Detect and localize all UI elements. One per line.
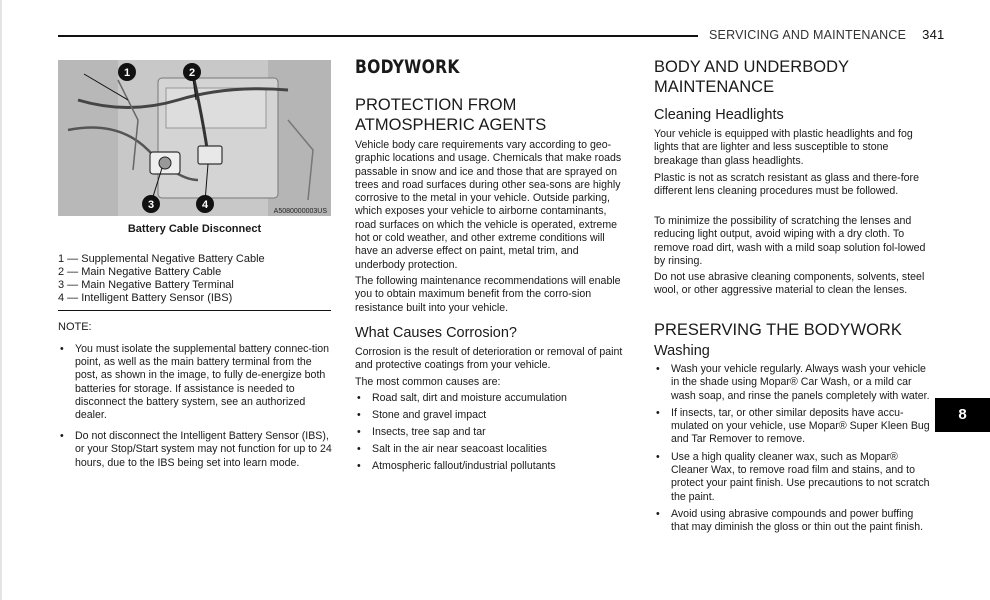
list-item: • Salt in the air near seacoast localities: [355, 443, 635, 456]
callout-4: [196, 195, 214, 213]
causes-list: [355, 392, 635, 477]
figure-legend: [58, 253, 338, 305]
heading-bodywork: BODYWORK: [355, 56, 460, 78]
paragraph: The most common causes are:: [355, 376, 501, 388]
list-item: • Stone and gravel impact: [355, 409, 635, 422]
running-header: [709, 27, 944, 42]
paragraph: Do not use abrasive cleaning components, solvents, steel wool, or other aggressive material to clean the lenses.: [654, 271, 925, 297]
heading-body-underbody: BODY AND UNDERBODY MAINTENANCE: [654, 58, 849, 96]
paragraph: Vehicle body care requirements vary according to geo-graphic locations and usage. Chemicals that make roads passable in snow and ice and those that are sprayed on trees and road surfaces during other sea-sons are highly corrosive to the metal in your vehicle. Outside parking, which exposes your vehicle to airborne contaminants, road surfaces on which the vehicle is operated, extreme hot or cold weather, and other extreme conditions will have an adverse effect on paint, metal trim, and underbody protection.: [355, 139, 622, 271]
page-edge: [0, 0, 2, 600]
battery-illustration: [58, 60, 331, 216]
paragraph: Your vehicle is equipped with plastic headlights and fog lights that are lighter and less susceptible to stone breakage than glass headlights.: [654, 128, 913, 167]
paragraph: The following maintenance recommendations will enable you to obtain maximum benefit from the corro-sion resistance built into your vehicle.: [355, 275, 621, 314]
list-item: • Avoid using abrasive compounds and power buffing that may diminish the gloss or thin out the paint finish.: [654, 508, 932, 535]
legend-item: 1 — Supplemental Negative Battery Cable: [58, 253, 265, 265]
page-number: 341: [922, 27, 945, 42]
header-section-title: SERVICING AND MAINTENANCE: [709, 28, 907, 42]
note-item: • You must isolate the supplemental battery connec-tion point, as well as the main battery terminal from the post, as shown in the image, to fully de-energize both batteries for storage. If assistance is needed to disconnect the battery system, see an authorized dealer.: [58, 343, 334, 422]
svg-text:4: 4: [201, 199, 209, 211]
callout-2: [183, 63, 201, 81]
list-item: • Atmospheric fallout/industrial pollutants: [355, 460, 635, 473]
note-list: [58, 343, 334, 478]
paragraph: Plastic is not as scratch resistant as glass and there-fore different lens cleaning procedures must be followed.: [654, 172, 919, 198]
legend-item: 2 — Main Negative Battery Cable: [58, 266, 222, 278]
heading-washing: Washing: [654, 343, 710, 359]
heading-cleaning-headlights: Cleaning Headlights: [654, 107, 784, 123]
figure-caption: Battery Cable Disconnect: [127, 223, 262, 235]
note-label: NOTE:: [58, 321, 92, 333]
header-rule: [58, 35, 698, 37]
list-item: • Use a high quality cleaner wax, such as Mopar® Cleaner Wax, to remove road film and stains, and to protect your paint finish. Use precautions to not scratch the paint.: [654, 451, 932, 504]
section-divider: [58, 310, 331, 311]
list-item: • Road salt, dirt and moisture accumulation: [355, 392, 635, 405]
battery-cable-figure: [58, 60, 331, 216]
paragraph: Corrosion is the result of deterioration or removal of paint and protective coatings from your vehicle.: [355, 346, 623, 372]
figure-image-id: A5080000003US: [273, 208, 327, 215]
svg-text:3: 3: [147, 199, 155, 211]
paragraph: To minimize the possibility of scratching the lenses and reducing light output, avoid wiping with a dry cloth. To remove road dirt, wash with a mild soap solution fol-lowed by rinsing.: [654, 215, 926, 267]
heading-preserving-bodywork: PRESERVING THE BODYWORK: [654, 321, 902, 339]
svg-text:1: 1: [123, 67, 131, 79]
list-item: • Insects, tree sap and tar: [355, 426, 635, 439]
callout-1: [118, 63, 136, 81]
svg-text:2: 2: [188, 67, 196, 79]
legend-item: 4 — Intelligent Battery Sensor (IBS): [58, 292, 233, 304]
callout-3: [142, 195, 160, 213]
list-item: • Wash your vehicle regularly. Always wash your vehicle in the shade using Mopar® Car Wash, or a mild car wash soap, and rinse the panels completely with water.: [654, 363, 932, 403]
heading-protection: PROTECTION FROM ATMOSPHERIC AGENTS: [355, 96, 547, 134]
chapter-tab[interactable]: 8: [935, 398, 990, 432]
legend-item: 3 — Main Negative Battery Terminal: [58, 279, 234, 291]
washing-list: [654, 363, 932, 539]
note-item: • Do not disconnect the Intelligent Battery Sensor (IBS), or your Stop/Start system may not function for up to 24 hours, due to the IBS being set into learn mode.: [58, 430, 334, 470]
list-item: • If insects, tar, or other similar deposits have accu-mulated on your vehicle, use Mopar® Super Kleen Bug and Tar Remover to remove.: [654, 407, 932, 447]
heading-corrosion: What Causes Corrosion?: [355, 325, 517, 341]
